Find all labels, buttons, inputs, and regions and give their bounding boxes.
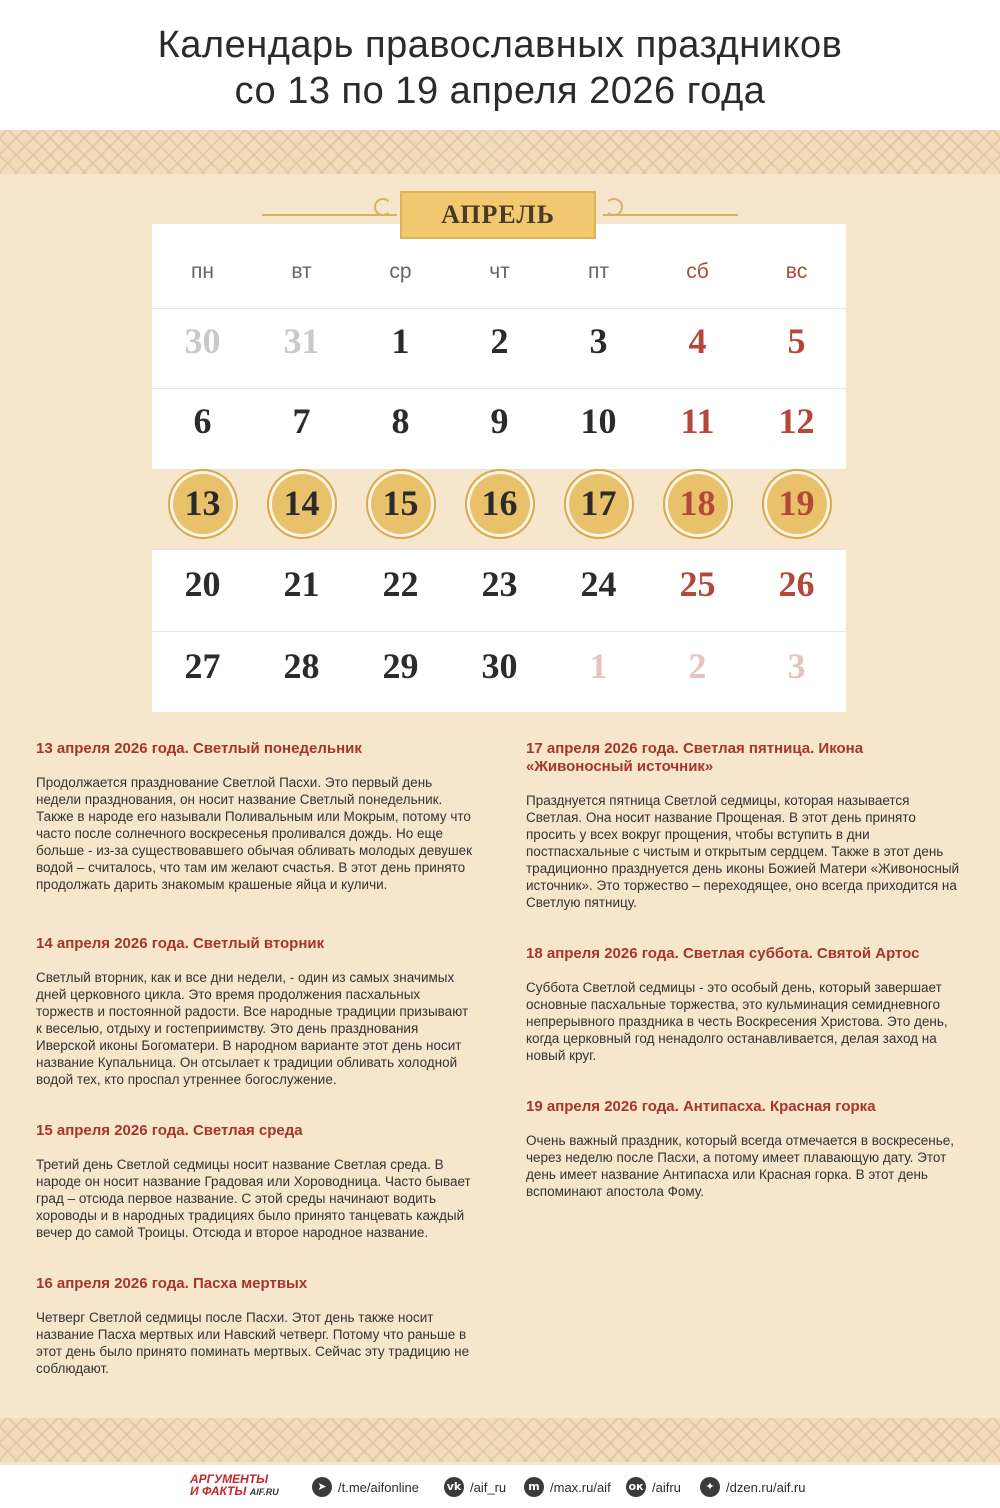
holiday-description: Суббота Светлой седмицы - это особый день, который завершает основные пасхальные торжества, это кульминация семидневного непрерывного праздника в честь Воскресения Христова. Это день, когда церковный год ненадолго останавливается, делая заход на новый круг. <box>526 980 948 1063</box>
calendar-day: 25 <box>679 564 716 604</box>
social-link-label: /aifru <box>652 1479 681 1495</box>
holiday-title: 14 апреля 2026 года. Светлый вторник <box>36 935 325 952</box>
banner-curl-right-icon <box>605 198 623 216</box>
dzen-icon: ✦ <box>700 1477 720 1497</box>
ornament-border-top <box>0 130 1000 174</box>
footer <box>0 1465 1000 1508</box>
weekday-header: сб <box>686 260 709 283</box>
holiday-entry <box>526 1098 966 1200</box>
calendar-day: 8 <box>391 401 410 441</box>
calendar-day: 13 <box>184 483 221 523</box>
row-divider <box>152 631 846 632</box>
calendar-day: 1 <box>589 646 608 686</box>
calendar <box>152 224 846 712</box>
calendar-day: 4 <box>688 321 707 361</box>
calendar-day: 3 <box>787 646 806 686</box>
calendar-day: 16 <box>481 483 518 523</box>
calendar-day: 2 <box>490 321 509 361</box>
calendar-day: 2 <box>688 646 707 686</box>
weekday-header: чт <box>489 260 510 283</box>
calendar-day: 30 <box>184 321 221 361</box>
odnoklassniki-icon: ок <box>626 1477 646 1497</box>
weekday-header: ср <box>389 260 412 283</box>
holiday-description: Четверг Светлой седмицы после Пасхи. Этот день также носит название Пасха мертвых или Навский четверг. Потому что раньше в этот день было принято поминать мертвых. Сейчас эту традицию не соблюдают. <box>36 1310 470 1376</box>
calendar-day: 14 <box>283 483 320 523</box>
holiday-title: 18 апреля 2026 года. Светлая суббота. Святой Артос <box>526 945 920 962</box>
weekday-header: вс <box>785 260 808 283</box>
holiday-entry <box>36 1122 476 1241</box>
calendar-day: 7 <box>292 401 311 441</box>
social-link[interactable] <box>312 1477 419 1497</box>
calendar-day: 22 <box>382 564 419 604</box>
holiday-description: Третий день Светлой седмицы носит название Светлая среда. В народе он носит название Градовая или Хороводница. Часто бывает град – отсюда первое название. С этой среды начинают водить хороводы и в народных традициях было принято танцевать каждый вечер до самой Троицы. Отсюда и второе народное название. <box>36 1157 471 1240</box>
aif-logo[interactable] <box>190 1473 300 1501</box>
weekday-header: пн <box>191 260 214 283</box>
calendar-day: 29 <box>382 646 419 686</box>
social-link[interactable] <box>700 1477 806 1497</box>
social-link-label: /aif_ru <box>470 1479 507 1495</box>
calendar-day: 27 <box>184 646 221 686</box>
calendar-day: 9 <box>490 401 509 441</box>
social-link[interactable] <box>626 1477 681 1497</box>
holiday-title: 16 апреля 2026 года. Пасха мертвых <box>36 1275 308 1292</box>
max-icon: m <box>524 1477 544 1497</box>
calendar-day: 21 <box>283 564 320 604</box>
holiday-description: Продолжается празднование Светлой Пасхи. Это первый день недели празднования, он носит название Светлый понедельник. Также в народе его называли Поливальным или Мокрым, потому что часто после солнечного воскресенья проливался дождь. Но еще больше - из-за существовавшего обычая обливать молодых девушек водой – считалось, что там им желают счастья. В этот день принято продолжать дарить знакомым крашеные яйца и куличи. <box>36 775 473 892</box>
calendar-day: 24 <box>580 564 617 604</box>
holiday-entry <box>526 945 966 1064</box>
weekday-header: пт <box>588 260 609 283</box>
calendar-day: 26 <box>778 564 815 604</box>
holiday-entry <box>526 740 966 911</box>
holiday-entry <box>36 935 476 1088</box>
banner-ribbon-right <box>603 214 738 216</box>
calendar-day: 18 <box>679 483 716 523</box>
row-divider <box>152 308 846 309</box>
calendar-day: 6 <box>193 401 212 441</box>
holiday-description: Светлый вторник, как и все дни недели, - один из самых значимых дней церковного цикла. Это время продолжения пасхальных торжеств и постоянной радости. Все народные традиции призывают к веселью, отдыху и гостеприимству. Это день празднования Иверской иконы Богоматери. В народном варианте этот день носит название Купальница. Он отсылает к традиции обливать холодной водой тех, кто проспал утреннее богослужение. <box>36 970 469 1087</box>
calendar-day: 12 <box>778 401 815 441</box>
holiday-description: Очень важный праздник, который всегда отмечается в воскресенье, через неделю после Пасхи, а потому имеет плавающую дату. Этот день имеет название Антипасха или Красная горка. В этот день вспоминают апостола Фому. <box>526 1133 954 1199</box>
holiday-entry <box>36 740 476 893</box>
month-banner: АПРЕЛЬ <box>400 191 596 239</box>
holiday-title: 19 апреля 2026 года. Антипасха. Красная горка <box>526 1098 876 1115</box>
social-link[interactable] <box>444 1477 506 1497</box>
calendar-day: 30 <box>481 646 518 686</box>
holiday-title: 17 апреля 2026 года. Светлая пятница. Икона «Живоносный источник» <box>526 740 864 775</box>
calendar-day: 15 <box>382 483 419 523</box>
weekday-header: вт <box>291 260 312 283</box>
banner-curl-left-icon <box>374 198 392 216</box>
social-link-label: /t.me/aifonline <box>338 1479 419 1495</box>
holiday-title: 15 апреля 2026 года. Светлая среда <box>36 1122 303 1139</box>
calendar-day: 31 <box>283 321 320 361</box>
holiday-title: 13 апреля 2026 года. Светлый понедельник <box>36 740 362 757</box>
calendar-day: 10 <box>580 401 617 441</box>
page-title-line1: Календарь православных праздников <box>157 24 843 66</box>
calendar-day: 1 <box>391 321 410 361</box>
vk-icon: vk <box>444 1477 464 1497</box>
holiday-description: Празднуется пятница Светлой седмицы, которая называется Светлая. Она носит название Прощеная. В этот день принято просить у всех вокруг прощения, чтобы вступить в дни постпасхальные с чистым и открытым сердцем. Также в этот день традиционно празднуется день иконы Божией Матери «Живоносный источник». Это торжество – переходящее, оно всегда приходится на Светлую пятницу. <box>526 793 960 910</box>
calendar-day: 3 <box>589 321 608 361</box>
calendar-day: 11 <box>680 401 715 441</box>
row-divider <box>152 469 846 470</box>
row-divider <box>152 388 846 389</box>
holiday-entry <box>36 1275 476 1377</box>
ornament-border-bottom <box>0 1418 1000 1462</box>
calendar-day: 20 <box>184 564 221 604</box>
social-link-label: /dzen.ru/aif.ru <box>726 1479 806 1495</box>
page-title-line2: со 13 по 19 апреля 2026 года <box>234 70 766 112</box>
logo-domain: AIF.RU <box>249 1487 279 1497</box>
logo-line1: АРГУМЕНТЫ <box>190 1472 269 1486</box>
calendar-day: 28 <box>283 646 320 686</box>
social-link-label: /max.ru/aif <box>550 1479 611 1495</box>
calendar-day: 23 <box>481 564 518 604</box>
social-link[interactable] <box>524 1477 611 1497</box>
logo-line2: И ФАКТЫ <box>190 1484 247 1498</box>
calendar-day: 5 <box>787 321 806 361</box>
header <box>0 0 1000 130</box>
calendar-day: 19 <box>778 483 815 523</box>
row-divider <box>152 549 846 550</box>
telegram-icon: ➤ <box>312 1477 332 1497</box>
calendar-day: 17 <box>580 483 617 523</box>
